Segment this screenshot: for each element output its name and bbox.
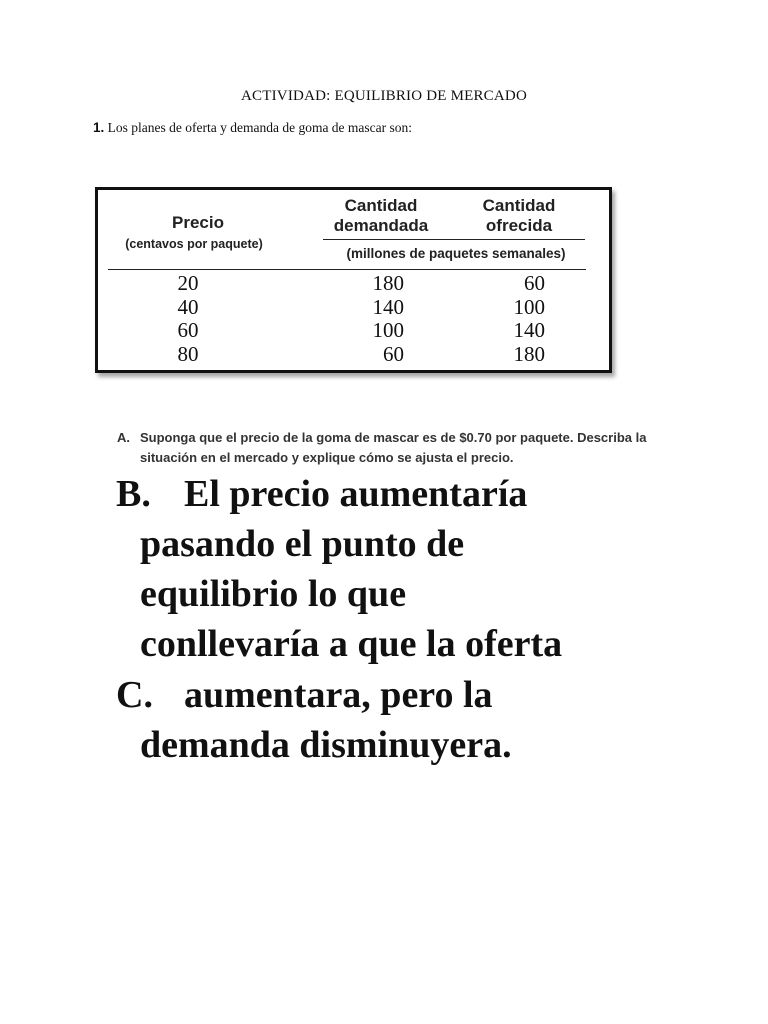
table-row [98,343,609,367]
header-quantity-unit: (millones de paquetes semanales) [346,246,566,261]
price-cell: 60 [177,318,199,342]
table-row [98,272,609,296]
part-a-question [117,428,707,468]
supply-demand-table [95,187,612,373]
demanded-cell: 140 [372,294,404,319]
question-text: Los planes de oferta y demanda de goma de mascar son: [107,120,413,135]
price-cell: 80 [177,341,199,366]
question-number: 1. [93,120,105,135]
part-a-text: Suponga que el precio de la goma de mascar es de $0.70 por paquete. Describa la situación en el mercado y explique cómo se ajusta el precio. [140,430,647,465]
demanded-cell: 100 [372,318,404,342]
price-cell: 20 [177,271,199,295]
part-a-label: A. [117,430,130,445]
header-offered-line-1: Cantidad [482,196,556,215]
offered-cell: 100 [513,294,545,319]
offered-cell: 60 [524,271,545,295]
answer-b-line: conllevaría a que la oferta [140,623,563,665]
answer-c [116,670,736,770]
answer-c-line: aumentara, pero la [184,674,493,716]
header-price-unit: (centavos por paquete) [125,237,263,251]
answer-b-label: B. [116,473,151,515]
table-row [98,296,609,320]
answer-b [116,469,736,669]
header-offered-line-2: ofrecida [485,216,553,235]
demanded-cell: 60 [383,341,404,366]
header-quantity-offered [464,196,574,236]
answer-c-line: demanda disminuyera. [140,724,512,766]
answer-c-label: C. [116,674,153,716]
answer-b-line: equilibrio lo que [140,573,407,615]
header-demanded-line-1: Cantidad [344,196,418,215]
header-price: Precio [172,213,224,232]
price-cell: 40 [177,294,199,319]
header-demanded-line-2: demandada [333,216,429,235]
table-row [98,319,609,343]
page-title: ACTIVIDAD: EQUILIBRIO DE MERCADO [241,88,527,104]
table-body [98,272,609,366]
demanded-cell: 180 [372,271,404,295]
question-1 [93,120,412,136]
answer-b-line: pasando el punto de [140,523,465,565]
offered-cell: 140 [513,318,545,342]
answer-b-line: El precio aumentaría [184,473,528,515]
header-bottom-divider [108,269,586,270]
offered-cell: 180 [513,341,545,366]
header-divider [323,239,585,240]
header-quantity-demanded [326,196,436,236]
